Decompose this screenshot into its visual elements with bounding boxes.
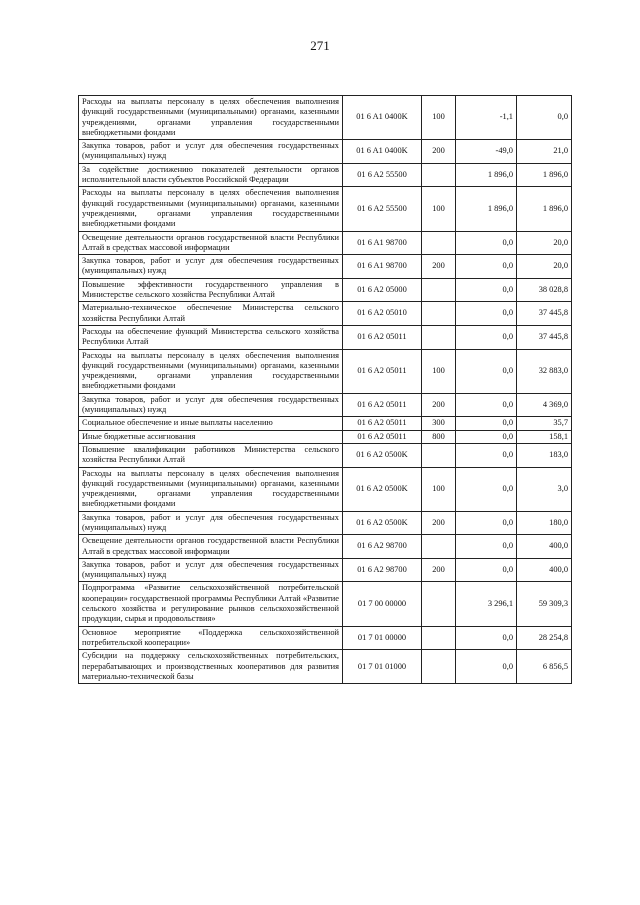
row-name-cell: Иные бюджетные ассигнования bbox=[79, 430, 343, 443]
row-code-cell: 01 7 01 00000 bbox=[343, 626, 422, 650]
row-amount-1-cell: 0,0 bbox=[456, 417, 517, 430]
table-row bbox=[79, 163, 572, 187]
row-amount-2-cell: 21,0 bbox=[517, 140, 572, 164]
row-amount-1-cell: 0,0 bbox=[456, 558, 517, 582]
row-expense-type-cell bbox=[422, 535, 456, 559]
row-code-cell: 01 6 A2 05011 bbox=[343, 325, 422, 349]
table-row bbox=[79, 255, 572, 279]
row-amount-2-cell: 4 369,0 bbox=[517, 393, 572, 417]
row-expense-type-cell bbox=[422, 325, 456, 349]
budget-table bbox=[78, 95, 572, 684]
row-name-cell: Повышение квалификации работников Министерства сельского хозяйства Республики Алтай bbox=[79, 443, 343, 467]
table-row bbox=[79, 325, 572, 349]
row-name-cell: Закупка товаров, работ и услуг для обеспечения государственных (муниципальных) нужд bbox=[79, 255, 343, 279]
row-amount-2-cell: 20,0 bbox=[517, 255, 572, 279]
row-name-cell: Освещение деятельности органов государственной власти Республики Алтай в средствах массовой информации bbox=[79, 535, 343, 559]
table-row bbox=[79, 349, 572, 393]
table-row bbox=[79, 231, 572, 255]
row-amount-1-cell: 0,0 bbox=[456, 430, 517, 443]
row-code-cell: 01 6 A2 0500K bbox=[343, 511, 422, 535]
row-code-cell: 01 6 A2 05000 bbox=[343, 278, 422, 302]
budget-table-body bbox=[79, 96, 572, 684]
row-amount-1-cell: 0,0 bbox=[456, 467, 517, 511]
row-amount-1-cell: 3 296,1 bbox=[456, 582, 517, 626]
row-name-cell: За содействие достижению показателей деятельности органов исполнительной власти субъектов Российской Федерации bbox=[79, 163, 343, 187]
row-amount-2-cell: 400,0 bbox=[517, 535, 572, 559]
row-amount-1-cell: 0,0 bbox=[456, 255, 517, 279]
table-row bbox=[79, 443, 572, 467]
row-amount-1-cell: 0,0 bbox=[456, 393, 517, 417]
row-expense-type-cell bbox=[422, 163, 456, 187]
row-amount-1-cell: -49,0 bbox=[456, 140, 517, 164]
row-code-cell: 01 6 A1 98700 bbox=[343, 255, 422, 279]
table-row bbox=[79, 511, 572, 535]
row-code-cell: 01 6 A1 0400K bbox=[343, 96, 422, 140]
row-code-cell: 01 6 A2 05011 bbox=[343, 430, 422, 443]
row-expense-type-cell bbox=[422, 650, 456, 684]
row-expense-type-cell: 800 bbox=[422, 430, 456, 443]
row-name-cell: Расходы на выплаты персоналу в целях обеспечения выполнения функций государственными (муниципальными) органами, казенными учреждениями, органами управления государственными внебюджетными фондами bbox=[79, 187, 343, 231]
row-amount-2-cell: 1 896,0 bbox=[517, 163, 572, 187]
row-expense-type-cell bbox=[422, 443, 456, 467]
row-amount-2-cell: 1 896,0 bbox=[517, 187, 572, 231]
row-code-cell: 01 6 A2 0500K bbox=[343, 443, 422, 467]
row-code-cell: 01 7 01 01000 bbox=[343, 650, 422, 684]
row-expense-type-cell bbox=[422, 626, 456, 650]
table-row bbox=[79, 278, 572, 302]
row-amount-2-cell: 28 254,8 bbox=[517, 626, 572, 650]
table-row bbox=[79, 187, 572, 231]
row-expense-type-cell: 200 bbox=[422, 558, 456, 582]
row-amount-1-cell: 0,0 bbox=[456, 650, 517, 684]
row-name-cell: Материально-техническое обеспечение Министерства сельского хозяйства Республики Алтай bbox=[79, 302, 343, 326]
row-amount-1-cell: 0,0 bbox=[456, 511, 517, 535]
row-name-cell: Субсидии на поддержку сельскохозяйственных потребительских, перерабатывающих и производственных кооперативов для развития материально-технической базы bbox=[79, 650, 343, 684]
row-amount-2-cell: 180,0 bbox=[517, 511, 572, 535]
table-row bbox=[79, 558, 572, 582]
table-row bbox=[79, 582, 572, 626]
table-row bbox=[79, 393, 572, 417]
row-amount-2-cell: 158,1 bbox=[517, 430, 572, 443]
row-amount-2-cell: 38 028,8 bbox=[517, 278, 572, 302]
row-expense-type-cell bbox=[422, 302, 456, 326]
row-code-cell: 01 6 A2 0500K bbox=[343, 467, 422, 511]
row-amount-1-cell: 0,0 bbox=[456, 443, 517, 467]
row-name-cell: Повышение эффективности государственного управления в Министерстве сельского хозяйства Республики Алтай bbox=[79, 278, 343, 302]
row-code-cell: 01 6 A2 55500 bbox=[343, 163, 422, 187]
row-amount-2-cell: 400,0 bbox=[517, 558, 572, 582]
row-amount-2-cell: 20,0 bbox=[517, 231, 572, 255]
table-row bbox=[79, 650, 572, 684]
row-name-cell: Социальное обеспечение и иные выплаты населению bbox=[79, 417, 343, 430]
row-expense-type-cell: 100 bbox=[422, 349, 456, 393]
row-name-cell: Подпрограмма «Развитие сельскохозяйственной потребительской кооперации» государственной программы Республики Алтай «Развитие сельского хозяйства и регулирование рынков сельскохозяйственной продукции, сырья и продовольствия» bbox=[79, 582, 343, 626]
row-amount-1-cell: 0,0 bbox=[456, 626, 517, 650]
row-name-cell: Закупка товаров, работ и услуг для обеспечения государственных (муниципальных) нужд bbox=[79, 393, 343, 417]
page-number: 271 bbox=[310, 38, 330, 53]
row-expense-type-cell: 100 bbox=[422, 187, 456, 231]
row-amount-1-cell: 0,0 bbox=[456, 278, 517, 302]
row-name-cell: Основное мероприятие «Поддержка сельскохозяйственной потребительской кооперации» bbox=[79, 626, 343, 650]
row-amount-2-cell: 32 883,0 bbox=[517, 349, 572, 393]
row-amount-1-cell: 0,0 bbox=[456, 325, 517, 349]
row-amount-2-cell: 3,0 bbox=[517, 467, 572, 511]
row-code-cell: 01 6 A2 98700 bbox=[343, 535, 422, 559]
row-name-cell: Расходы на обеспечение функций Министерства сельского хозяйства Республики Алтай bbox=[79, 325, 343, 349]
row-name-cell: Закупка товаров, работ и услуг для обеспечения государственных (муниципальных) нужд bbox=[79, 140, 343, 164]
row-expense-type-cell: 300 bbox=[422, 417, 456, 430]
row-amount-1-cell: 1 896,0 bbox=[456, 163, 517, 187]
row-name-cell: Закупка товаров, работ и услуг для обеспечения государственных (муниципальных) нужд bbox=[79, 511, 343, 535]
row-code-cell: 01 6 A1 0400K bbox=[343, 140, 422, 164]
row-code-cell: 01 7 00 00000 bbox=[343, 582, 422, 626]
row-amount-2-cell: 59 309,3 bbox=[517, 582, 572, 626]
table-row bbox=[79, 626, 572, 650]
row-amount-2-cell: 0,0 bbox=[517, 96, 572, 140]
row-amount-1-cell: 1 896,0 bbox=[456, 187, 517, 231]
row-amount-1-cell: 0,0 bbox=[456, 349, 517, 393]
row-code-cell: 01 6 A2 55500 bbox=[343, 187, 422, 231]
row-expense-type-cell bbox=[422, 231, 456, 255]
row-amount-2-cell: 35,7 bbox=[517, 417, 572, 430]
row-code-cell: 01 6 A2 05011 bbox=[343, 349, 422, 393]
row-amount-2-cell: 183,0 bbox=[517, 443, 572, 467]
row-amount-2-cell: 6 856,5 bbox=[517, 650, 572, 684]
row-expense-type-cell bbox=[422, 582, 456, 626]
row-amount-1-cell: -1,1 bbox=[456, 96, 517, 140]
row-expense-type-cell: 200 bbox=[422, 255, 456, 279]
row-name-cell: Освещение деятельности органов государственной власти Республики Алтай в средствах массовой информации bbox=[79, 231, 343, 255]
row-expense-type-cell: 200 bbox=[422, 393, 456, 417]
row-expense-type-cell: 100 bbox=[422, 467, 456, 511]
row-name-cell: Закупка товаров, работ и услуг для обеспечения государственных (муниципальных) нужд bbox=[79, 558, 343, 582]
row-code-cell: 01 6 A2 05010 bbox=[343, 302, 422, 326]
table-row bbox=[79, 535, 572, 559]
row-expense-type-cell: 100 bbox=[422, 96, 456, 140]
table-row bbox=[79, 430, 572, 443]
row-expense-type-cell: 200 bbox=[422, 511, 456, 535]
row-code-cell: 01 6 A1 98700 bbox=[343, 231, 422, 255]
row-amount-1-cell: 0,0 bbox=[456, 535, 517, 559]
row-code-cell: 01 6 A2 05011 bbox=[343, 417, 422, 430]
row-name-cell: Расходы на выплаты персоналу в целях обеспечения выполнения функций государственными (муниципальными) органами, казенными учреждениями, органами управления государственными внебюджетными фондами bbox=[79, 96, 343, 140]
row-amount-2-cell: 37 445,8 bbox=[517, 302, 572, 326]
table-row bbox=[79, 417, 572, 430]
row-expense-type-cell bbox=[422, 278, 456, 302]
table-row bbox=[79, 96, 572, 140]
row-code-cell: 01 6 A2 05011 bbox=[343, 393, 422, 417]
table-row bbox=[79, 467, 572, 511]
row-name-cell: Расходы на выплаты персоналу в целях обеспечения выполнения функций государственными (муниципальными) органами, казенными учреждениями, органами управления государственными внебюджетными фондами bbox=[79, 349, 343, 393]
row-amount-1-cell: 0,0 bbox=[456, 231, 517, 255]
row-name-cell: Расходы на выплаты персоналу в целях обеспечения выполнения функций государственными (муниципальными) органами, казенными учреждениями, органами управления государственными внебюджетными фондами bbox=[79, 467, 343, 511]
table-row bbox=[79, 140, 572, 164]
row-amount-1-cell: 0,0 bbox=[456, 302, 517, 326]
row-code-cell: 01 6 A2 98700 bbox=[343, 558, 422, 582]
row-amount-2-cell: 37 445,8 bbox=[517, 325, 572, 349]
table-row bbox=[79, 302, 572, 326]
row-expense-type-cell: 200 bbox=[422, 140, 456, 164]
